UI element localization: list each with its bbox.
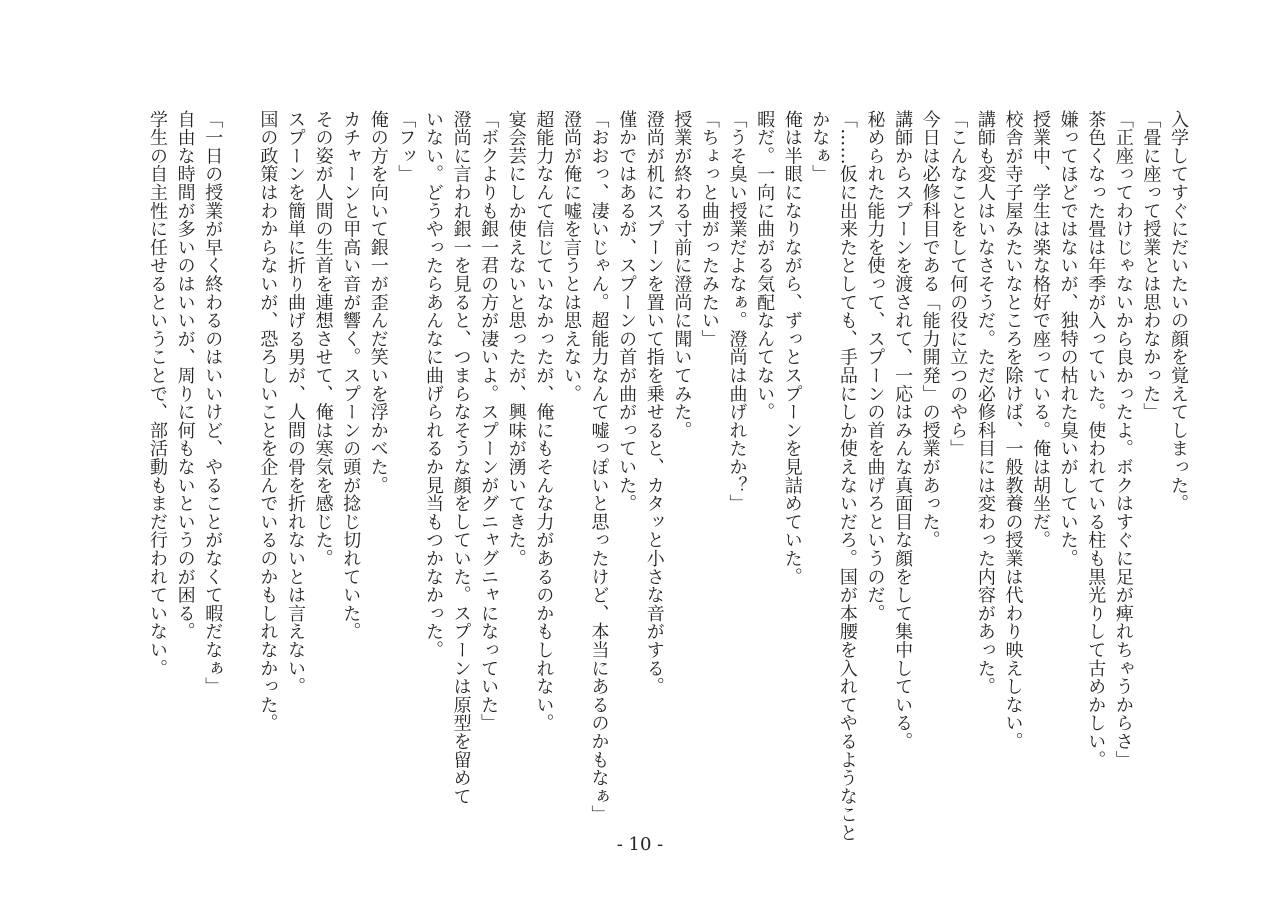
text-line: その姿が人間の生首を連想させて、俺は寒気を感じた。 [312,110,334,568]
text-line: 暇だ。一向に曲がる気配なんてない。 [754,110,776,422]
text-line: 秘められた能力を使って、スプーンの首を曲げろというのだ。 [864,110,886,623]
page-number: - 10 - [616,834,664,855]
text-line: 「ちょっと曲がったみたい」 [698,110,720,348]
text-line: 講師からスプーンを渡されて、一応はみんな真面目な顔をして集中している。 [892,110,914,751]
text-line: 「うそ臭い授業だよなぁ。澄尚は曲げれたか？」 [726,110,748,513]
text-line: かなぁ」 [809,110,831,184]
text-line: 「おおっ、凄いじゃん。超能力なんて嘘っぽいと思ったけど、本当にあるのかもなぁ」 [588,110,610,824]
text-line: 授業中、学生は楽な格好で座っている。俺は胡坐だ。 [1030,110,1052,550]
text-line: 澄尚が机にスプーンを置いて指を乗せると、カタッと小さな音がする。 [643,110,665,696]
text-line: 「フッ」 [395,110,417,184]
text-line: いない。どうやったらあんなに曲げられるか見当もつかなかった。 [422,110,444,659]
text-line: 超能力なんて信じていなかったが、俺にもそんな力があるのかもしれない。 [533,110,555,733]
text-line: 「こんなことをして何の役に立つのやら」 [947,110,969,458]
text-line: 僅かではあるが、スプーンの首が曲がっていた。 [616,110,638,513]
vertical-text-body [143,110,1192,842]
text-line: スプーンを簡単に折り曲げる男が、人間の骨を折れないとは言えない。 [285,110,306,696]
text-line: 講師も変人はいなさそうだ。ただ必修科目には変わった内容があった。 [974,110,996,696]
text-line: 「ボクよりも銀一君の方が凄いよ。スプーンがグニャグニャになっていた」 [478,110,500,733]
blank-line [226,110,254,810]
text-line: 「一日の授業が早く終わるのはいいけど、やることがなくて暇だなぁ」 [202,110,224,696]
text-line: 俺は半眼になりながら、ずっとスプーンを見詰めていた。 [781,110,803,586]
text-line: 俺の方を向いて銀一が歪んだ笑いを浮かべた。 [367,110,389,495]
text-line: 今日は必修科目である「能力開発」の授業があった。 [919,110,941,550]
text-line: カチャーンと甲高い音が響く。スプーンの頭が捻じ切れていた。 [340,110,362,641]
text-line: 「畳に座って授業とは思わなかった」 [1140,110,1162,422]
text-line: 「……仮に出来たとしても、手品にしか使えないだろ。国が本腰を入れてやるようなこと [836,110,858,842]
text-line: 国の政策はわからないが、恐ろしいことを企んでいるのかもしれなかった。 [257,110,279,733]
text-line: 「正座ってわけじゃないから良かったよ。ボクはすぐに足が痺れちゃうからさ」 [1112,110,1134,769]
text-line: 自由な時間が多いのはいいが、周りに何もないというのが困る。 [174,110,196,641]
text-line: 茶色くなった畳は年季が入っていた。使われている柱も黒光りして古めかしい。 [1085,110,1107,769]
text-line: 宴会芸にしか使えないと思ったが、興味が湧いてきた。 [505,110,527,568]
text-line: 嫌ってほどではないが、独特の枯れた臭いがしていた。 [1057,110,1079,568]
text-line: 澄尚に言われ銀一を見ると、つまらなそうな顔をしていた。スプーンは原型を留めて [450,110,472,806]
text-line: 入学してすぐにだいたいの顔を覚えてしまった。 [1168,110,1189,513]
text-line: 澄尚が俺に嘘を言うとは思えない。 [560,110,582,403]
text-line: 授業が終わる寸前に澄尚に聞いてみた。 [671,110,693,440]
text-line: 学生の自主性に任せるということで、部活動もまだ行われていない。 [147,110,169,678]
text-line: 校舎が寺子屋みたいなところを除けば、一般教養の授業は代わり映えしない。 [1002,110,1024,751]
